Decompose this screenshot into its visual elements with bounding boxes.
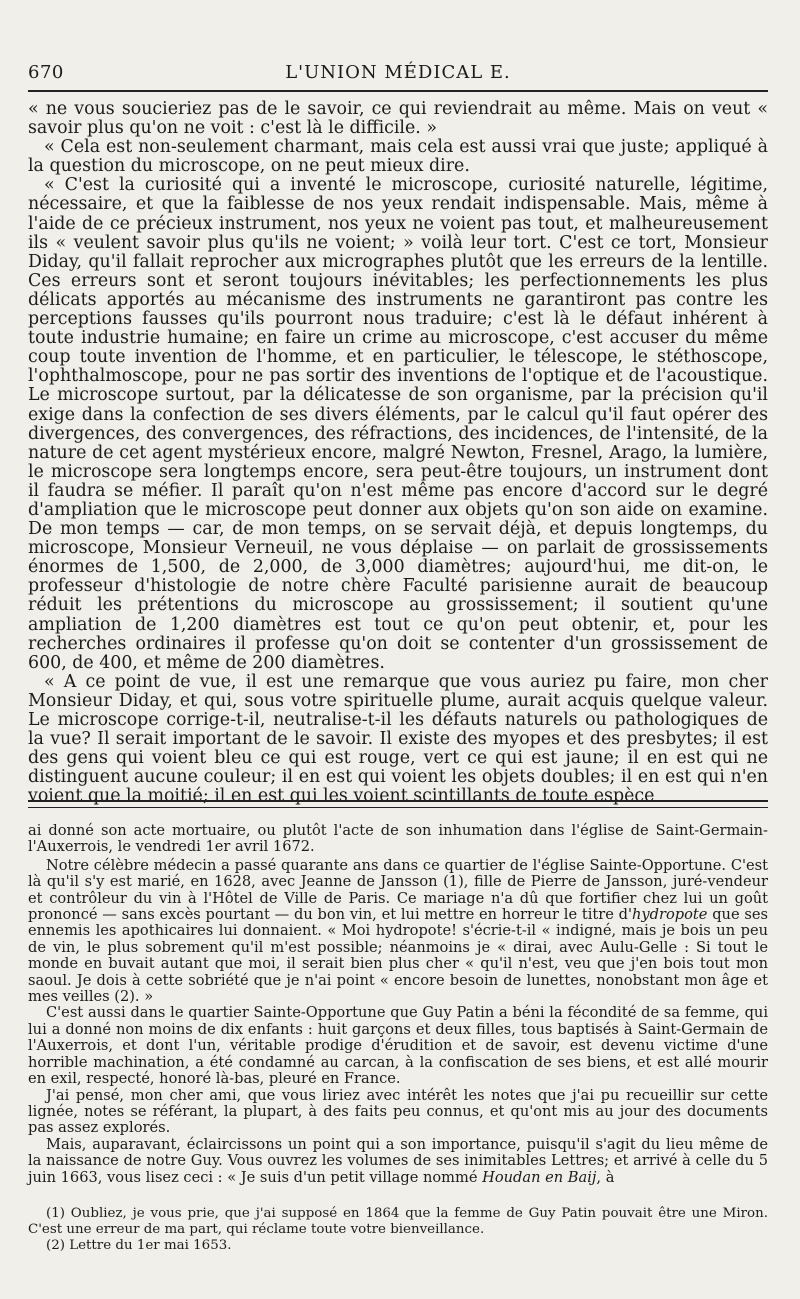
feuilleton-column — [28, 823, 768, 1186]
footnote: (1) Oubliez, je vous prie, que j'ai supposé en 1864 que la femme de Guy Patin pouvait être une Miron. C'est une erreur de ma part, qui réclame toute votre bienveillance. — [28, 1206, 768, 1237]
feuilleton-separator — [28, 800, 768, 808]
page-number: 670 — [28, 62, 64, 83]
paragraph: « A ce point de vue, il est une remarque que vous auriez pu faire, mon cher Monsieur Diday, et qui, sous votre spirituelle plume, aurait acquis quelque valeur. Le microscope corrige-t-il, neutralise-t-il les défauts naturels ou pathologiques de la vue? Il serait important de le savoir. Il existe des myopes et des presbytes; il est des gens qui voient bleu ce qui est rouge, vert ce qui est jaune; il en est qui ne distinguent aucune couleur; il en est qui voient les objets doubles; il en est qui n'en voient que la moitié; il en est qui les voient scintillants de toute espèce — [28, 671, 768, 807]
text-run: Mais, auparavant, éclaircissons un point qui a son importance, puisqu'il s'agit du lieu même de la naissance de notre Guy. Vous ouvrez les volumes de ses inimitables Lettres; et arrivé à celle du 5 juin 1663, vous lisez ceci : « Je suis d'un petit village nommé — [28, 1135, 768, 1186]
paragraph: C'est aussi dans le quartier Sainte-Opportune que Guy Patin a béni la fécondité de sa femme, qui lui a donné non moins de dix enfants : huit garçons et deux filles, tous baptisés à Saint-Germain de l'Auxerrois, et dont l'un, véritable prodige d'érudition et de savoir, est devenu victime d'une horrible machination, a été condamné au carcan, à la confiscation de ses biens, et est allé mourir en exil, respecté, honoré là-bas, pleuré en France. — [28, 1004, 768, 1088]
paragraph: ai donné son acte mortuaire, ou plutôt l'acte de son inhumation dans l'église de Saint-Germain-l'Auxerrois, le vendredi 1er avril 1672. — [28, 822, 768, 856]
paragraph: J'ai pensé, mon cher ami, que vous liriez avec intérêt les notes que j'ai pu recueillir sur cette lignée, notes se référant, la plupart, à des faits peu connus, et qu'ont mis au jour des documents pas assez explorés. — [28, 1086, 768, 1137]
paragraph — [28, 858, 768, 1006]
paragraph: « ne vous soucieriez pas de le savoir, ce qui reviendrait au même. Mais on veut « savoir plus qu'on ne voit : c'est là le difficile. » — [28, 99, 768, 139]
journal-title: L'UNION MÉDICAL E. — [285, 62, 511, 83]
paragraph — [28, 1137, 768, 1186]
paragraph: « C'est la curiosité qui a inventé le microscope, curiosité naturelle, légitime, nécessaire, et que la faiblesse de nos yeux rendait indispensable. Mais, même à l'aide de ce précieux instrument, nos yeux ne voient pas tout, et malheureusement ils « veulent savoir plus qu'ils ne voient; » voilà leur tort. C'est ce tort, Monsieur Diday, qu'il fallait reprocher aux micrographes plutôt que les erreurs de la lentille. Ces erreurs sont et seront toujours inévitables; les perfectionnements les plus délicats apportés au mécanisme des instruments ne garantiront pas contre les perceptions fausses qu'ils pourront nous traduire; c'est là le défaut inhérent à toute industrie humaine; en faire un crime au microscope, c'est accuser du même coup toute invention de l'homme, et en particulier, le télescope, le stéthoscope, l'ophthalmoscope, pour ne pas sortir des inventions de l'optique et de l'acoustique. Le microscope surtout, par la délicatesse de son organisme, par la précision qu'il exige dans la confection de ses divers éléments, par le calcul qu'il faut opérer des divergences, des convergences, des réfractions, des incidences, de l'intensité, de la nature de cet agent mystérieux encore, malgré Newton, Fresnel, Arago, la lumière, le microscope sera longtemps encore, sera peut-être toujours, un instrument dont il faudra se méfier. Il paraît qu'on n'est même pas encore d'accord sur le degré d'ampliation que le microscope peut donner aux objets qu'on son aide on examine. De mon temps — car, de mon temps, on se servait déjà, et depuis longtemps, du microscope, Monsieur Verneuil, ne vous déplaise — on parlait de grossissements énormes de 1,500, de 2,000, de 3,000 diamètres; aujourd'hui, me dit-on, le professeur d'histologie de notre chère Faculté parisienne aurait de beaucoup réduit les prétentions du microscope au grossissement; il soutient qu'une ampliation de 1,200 diamètres est tout ce qu'on peut obtenir, et, pour les recherches ordinaires il professe qu'on doit se contenter d'un grossissement de 600, de 400, et même de 200 diamètres. — [28, 175, 768, 673]
footnote: (2) Lettre du 1er mai 1653. — [46, 1238, 232, 1253]
italic-term: Houdan en Baij — [482, 1168, 597, 1186]
paragraph: « Cela est non-seulement charmant, mais cela est aussi vrai que juste; appliqué à la question du microscope, on ne peut mieux dire. — [28, 137, 768, 177]
text-run: , à — [596, 1168, 615, 1186]
footnotes — [28, 1206, 768, 1254]
page-header — [28, 62, 768, 86]
main-article — [28, 100, 768, 806]
text-run: Notre célèbre médecin a passé quarante ans dans ce quartier de l'église Sainte-Opportune. C'est là qu'il s'y est marié, en 1628, avec Jeanne de Jansson (1), fille de Pierre de Jansson, juré-vendeur et contrôleur du vin à l'Hôtel de Ville de Paris. Ce mariage n'a dû que fortifier chez lui un goût prononcé — sans excès pourtant — du bon vin, et lui mettre en horreur le titre d' — [28, 856, 768, 924]
header-rule — [28, 90, 768, 92]
italic-term: hydropote — [632, 906, 708, 924]
text-run: que ses ennemis les apothicaires lui donnaient. « Moi hydropote! s'écrie-t-il « indigné, mais je bois un peu de vin, le plus sobrement qu'il m'est possible; néanmoins je « dirai, avec Aulu-Gelle : Si tout le monde en buvait autant que moi, il serait bien plus cher « qu'il n'est, veu que j'en bois tout mon saoul. Je dois à cette sobriété que je n'ai point « encore besoin de lunettes, nonobstant mon âge et mes veilles (2). » — [28, 906, 768, 1006]
